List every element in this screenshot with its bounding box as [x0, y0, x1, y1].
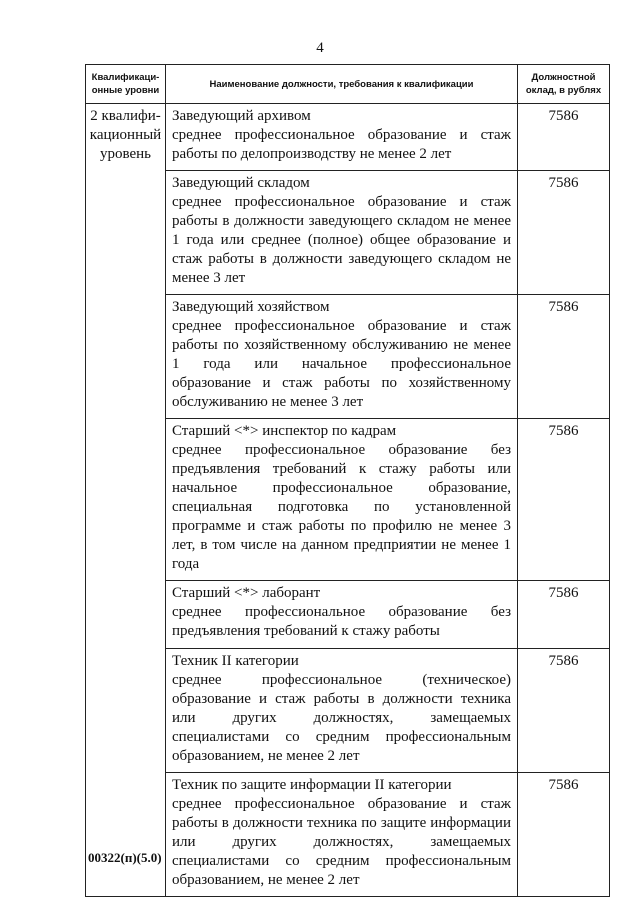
position-requirements: среднее профессиональное образование и стаж работы по хозяйственному обслуживанию не менее 1 года или начальное профессиональное образование и стаж работы по хозяйственному обслуживанию не менее 3 лет [172, 318, 511, 410]
qualification-table [85, 64, 610, 897]
position-cell [166, 419, 518, 581]
position-title: Техник по защите информации II категории [172, 777, 452, 793]
position-title: Заведующий хозяйством [172, 299, 330, 315]
position-requirements: среднее профессиональное (техническое) образование и стаж работы в должности техника или других должностях, замещаемых специалистами со средним профессиональным образованием, не менее 2 лет [172, 672, 511, 764]
position-requirements: среднее профессиональное образование без предъявления требований к стажу работы или начальное профессиональное образование, специальная подготовка по установленной программе и стаж работы по профилю не менее 3 лет, в том числе на данном предприятии не менее 1 года [172, 442, 511, 572]
salary-value: 7586 [518, 295, 610, 419]
header-level: Квалификаци-онные уровни [86, 65, 166, 104]
salary-value: 7586 [518, 104, 610, 171]
position-cell [166, 171, 518, 295]
position-requirements: среднее профессиональное образование и стаж работы в должности техника по защите информации или других должностях, замещаемых специалистами со средним профессиональным образованием, не менее 2 лет [172, 796, 511, 888]
position-requirements: среднее профессиональное образование без предъявления требований к стажу работы [172, 604, 511, 639]
position-cell [166, 581, 518, 649]
header-position: Наименование должности, требования к квалификации [166, 65, 518, 104]
position-title: Заведующий складом [172, 175, 310, 191]
page-number: 4 [316, 40, 324, 56]
position-title: Заведующий архивом [172, 108, 311, 124]
salary-value: 7586 [518, 171, 610, 295]
position-requirements: среднее профессиональное образование и стаж работы по делопроизводству не менее 2 лет [172, 127, 511, 162]
position-cell [166, 773, 518, 897]
position-cell [166, 649, 518, 773]
qualification-level: 2 квалифи-кационный уровень [86, 104, 166, 897]
position-title: Старший <*> лаборант [172, 585, 321, 601]
position-title: Старший <*> инспектор по кадрам [172, 423, 397, 439]
salary-value: 7586 [518, 649, 610, 773]
table-header-row [86, 65, 610, 104]
position-requirements: среднее профессиональное образование и стаж работы в должности заведующего складом не менее 1 года или среднее (полное) общее образование и стаж работы в должности заведующего складом не менее 3 лет [172, 194, 511, 286]
table-row [86, 104, 610, 171]
position-cell [166, 295, 518, 419]
position-title: Техник II категории [172, 653, 299, 669]
salary-value: 7586 [518, 773, 610, 897]
position-cell [166, 104, 518, 171]
document-code: 00322(п)(5.0) [88, 850, 162, 865]
salary-value: 7586 [518, 581, 610, 649]
salary-value: 7586 [518, 419, 610, 581]
header-salary: Должностной оклад, в рублях [518, 65, 610, 104]
